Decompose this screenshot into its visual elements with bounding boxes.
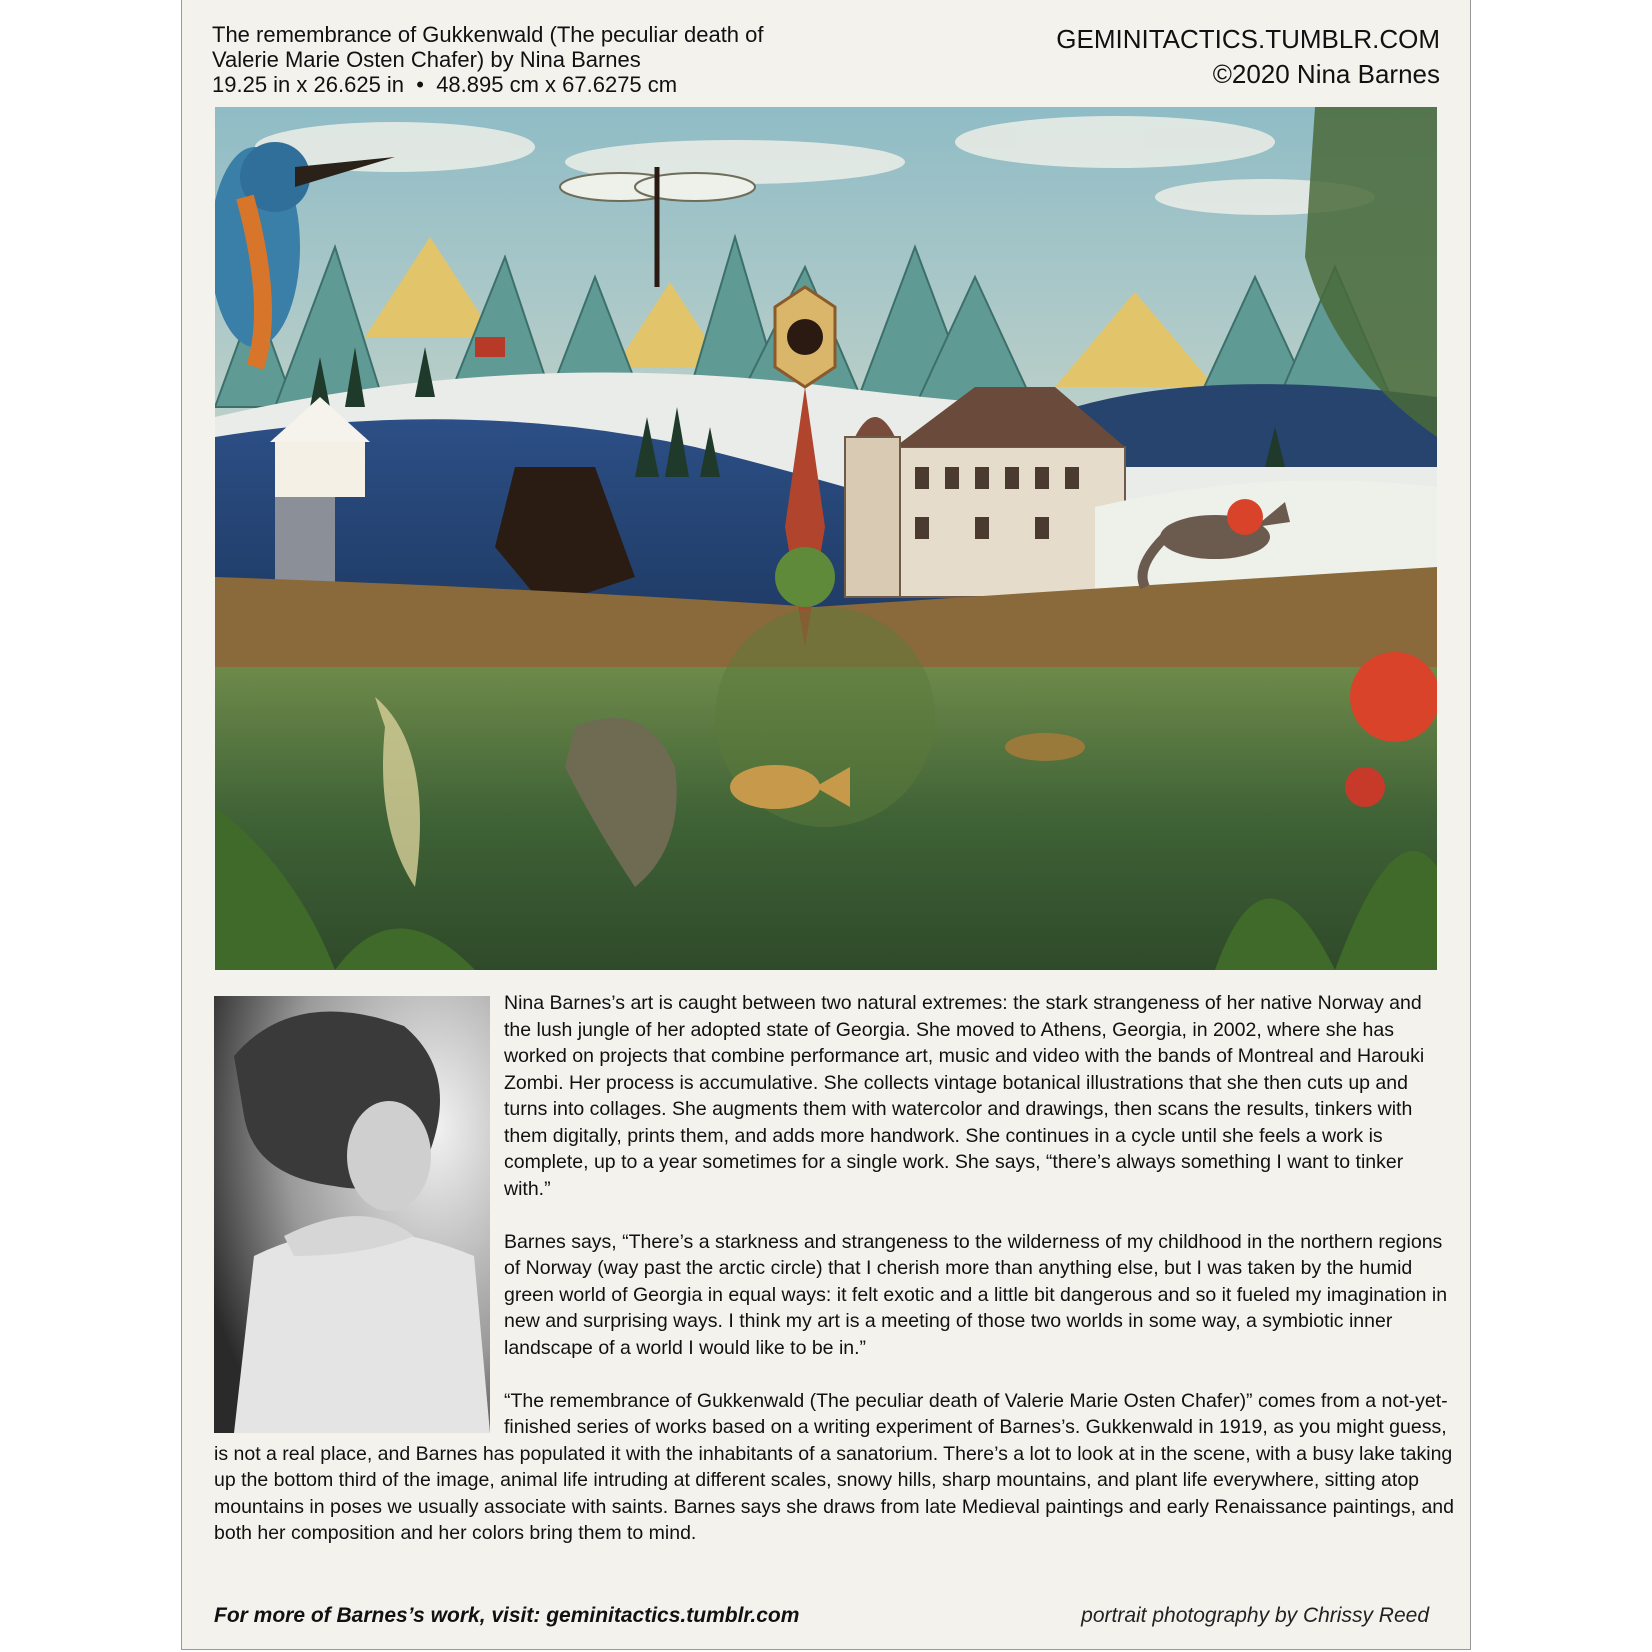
artwork-title-line1: The remembrance of Gukkenwald (The peculiar death of — [212, 22, 764, 47]
paragraph-quote: Barnes says, “There’s a starkness and strangeness to the wilderness of my childhood in the northern regions of Norway (way past the arctic circle) that I cherish more than anything else, but I was taken by the humid green world of Georgia in equal ways: it felt exotic and a little bit dangerous and so it fueled my imagination in new and surprising ways. I think my art is a meeting of those two worlds in some way, a symbiotic inner landscape of a world I would like to be in.” — [504, 1230, 1448, 1359]
white-cottage — [275, 437, 365, 497]
copyright-notice: ©2020 Nina Barnes — [1212, 59, 1440, 89]
website-url: GEMINITACTICS.TUMBLR.COM — [1056, 24, 1440, 54]
article-body — [214, 990, 1454, 1573]
paragraph-process: Nina Barnes’s art is caught between two natural extremes: the stark strangeness of her native Norway and the lush jungle of her adopted state of Georgia. She moved to Athens, Georgia, in 2002, where she has worked on projects that combine performance art, music and video with the bands of Montreal and Harouki Zombi. Her process is accumulative. She collects vintage botanical illustrations that she then cuts up and turns into collages. She augments them with watercolor and drawings, then scans the results, tinkers with them digitally, prints them, and adds more handwork. She continues in a cycle until she feels a work is complete, up to a year sometimes for a single work. She says, “there’s always something I want to tinker with.” — [504, 992, 1425, 1200]
artwork-dimensions: 19.25 in x 26.625 in • 48.895 cm x 67.6275 cm — [212, 72, 678, 97]
photo-credit: portrait photography by Chrissy Reed — [1081, 1604, 1429, 1627]
collage-landscape — [215, 107, 1437, 970]
paragraph-artwork: “The remembrance of Gukkenwald (The peculiar death of Valerie Marie Osten Chafer)” comes from a not-yet-finished series of works based on a writing experiment of Barnes’s. Gukkenwald in 1919, as you might guess, is not a real place, and Barnes has populated it with the inhabitants of a sanatorium. There’s a lot to look at in the scene, with a busy lake taking up the bottom third of the image, animal life intruding at different scales, snowy hills, sharp mountains, and plant life everywhere, sitting atop mountains in poses we usually associate with saints. Barnes says she draws from late Medieval paintings and early Renaissance paintings, and both her composition and her colors bring them to mind. — [214, 1389, 1454, 1544]
artwork-image — [215, 107, 1437, 970]
artist-credit — [1056, 22, 1440, 92]
blue-ridge — [1075, 384, 1437, 467]
artwork-caption — [212, 22, 832, 97]
artwork-title-line2: Valerie Marie Osten Chafer) by Nina Barnes — [212, 47, 641, 72]
red-roof-house — [475, 337, 505, 357]
visit-link-text: For more of Barnes’s work, visit: geminitactics.tumblr.com — [214, 1604, 800, 1627]
